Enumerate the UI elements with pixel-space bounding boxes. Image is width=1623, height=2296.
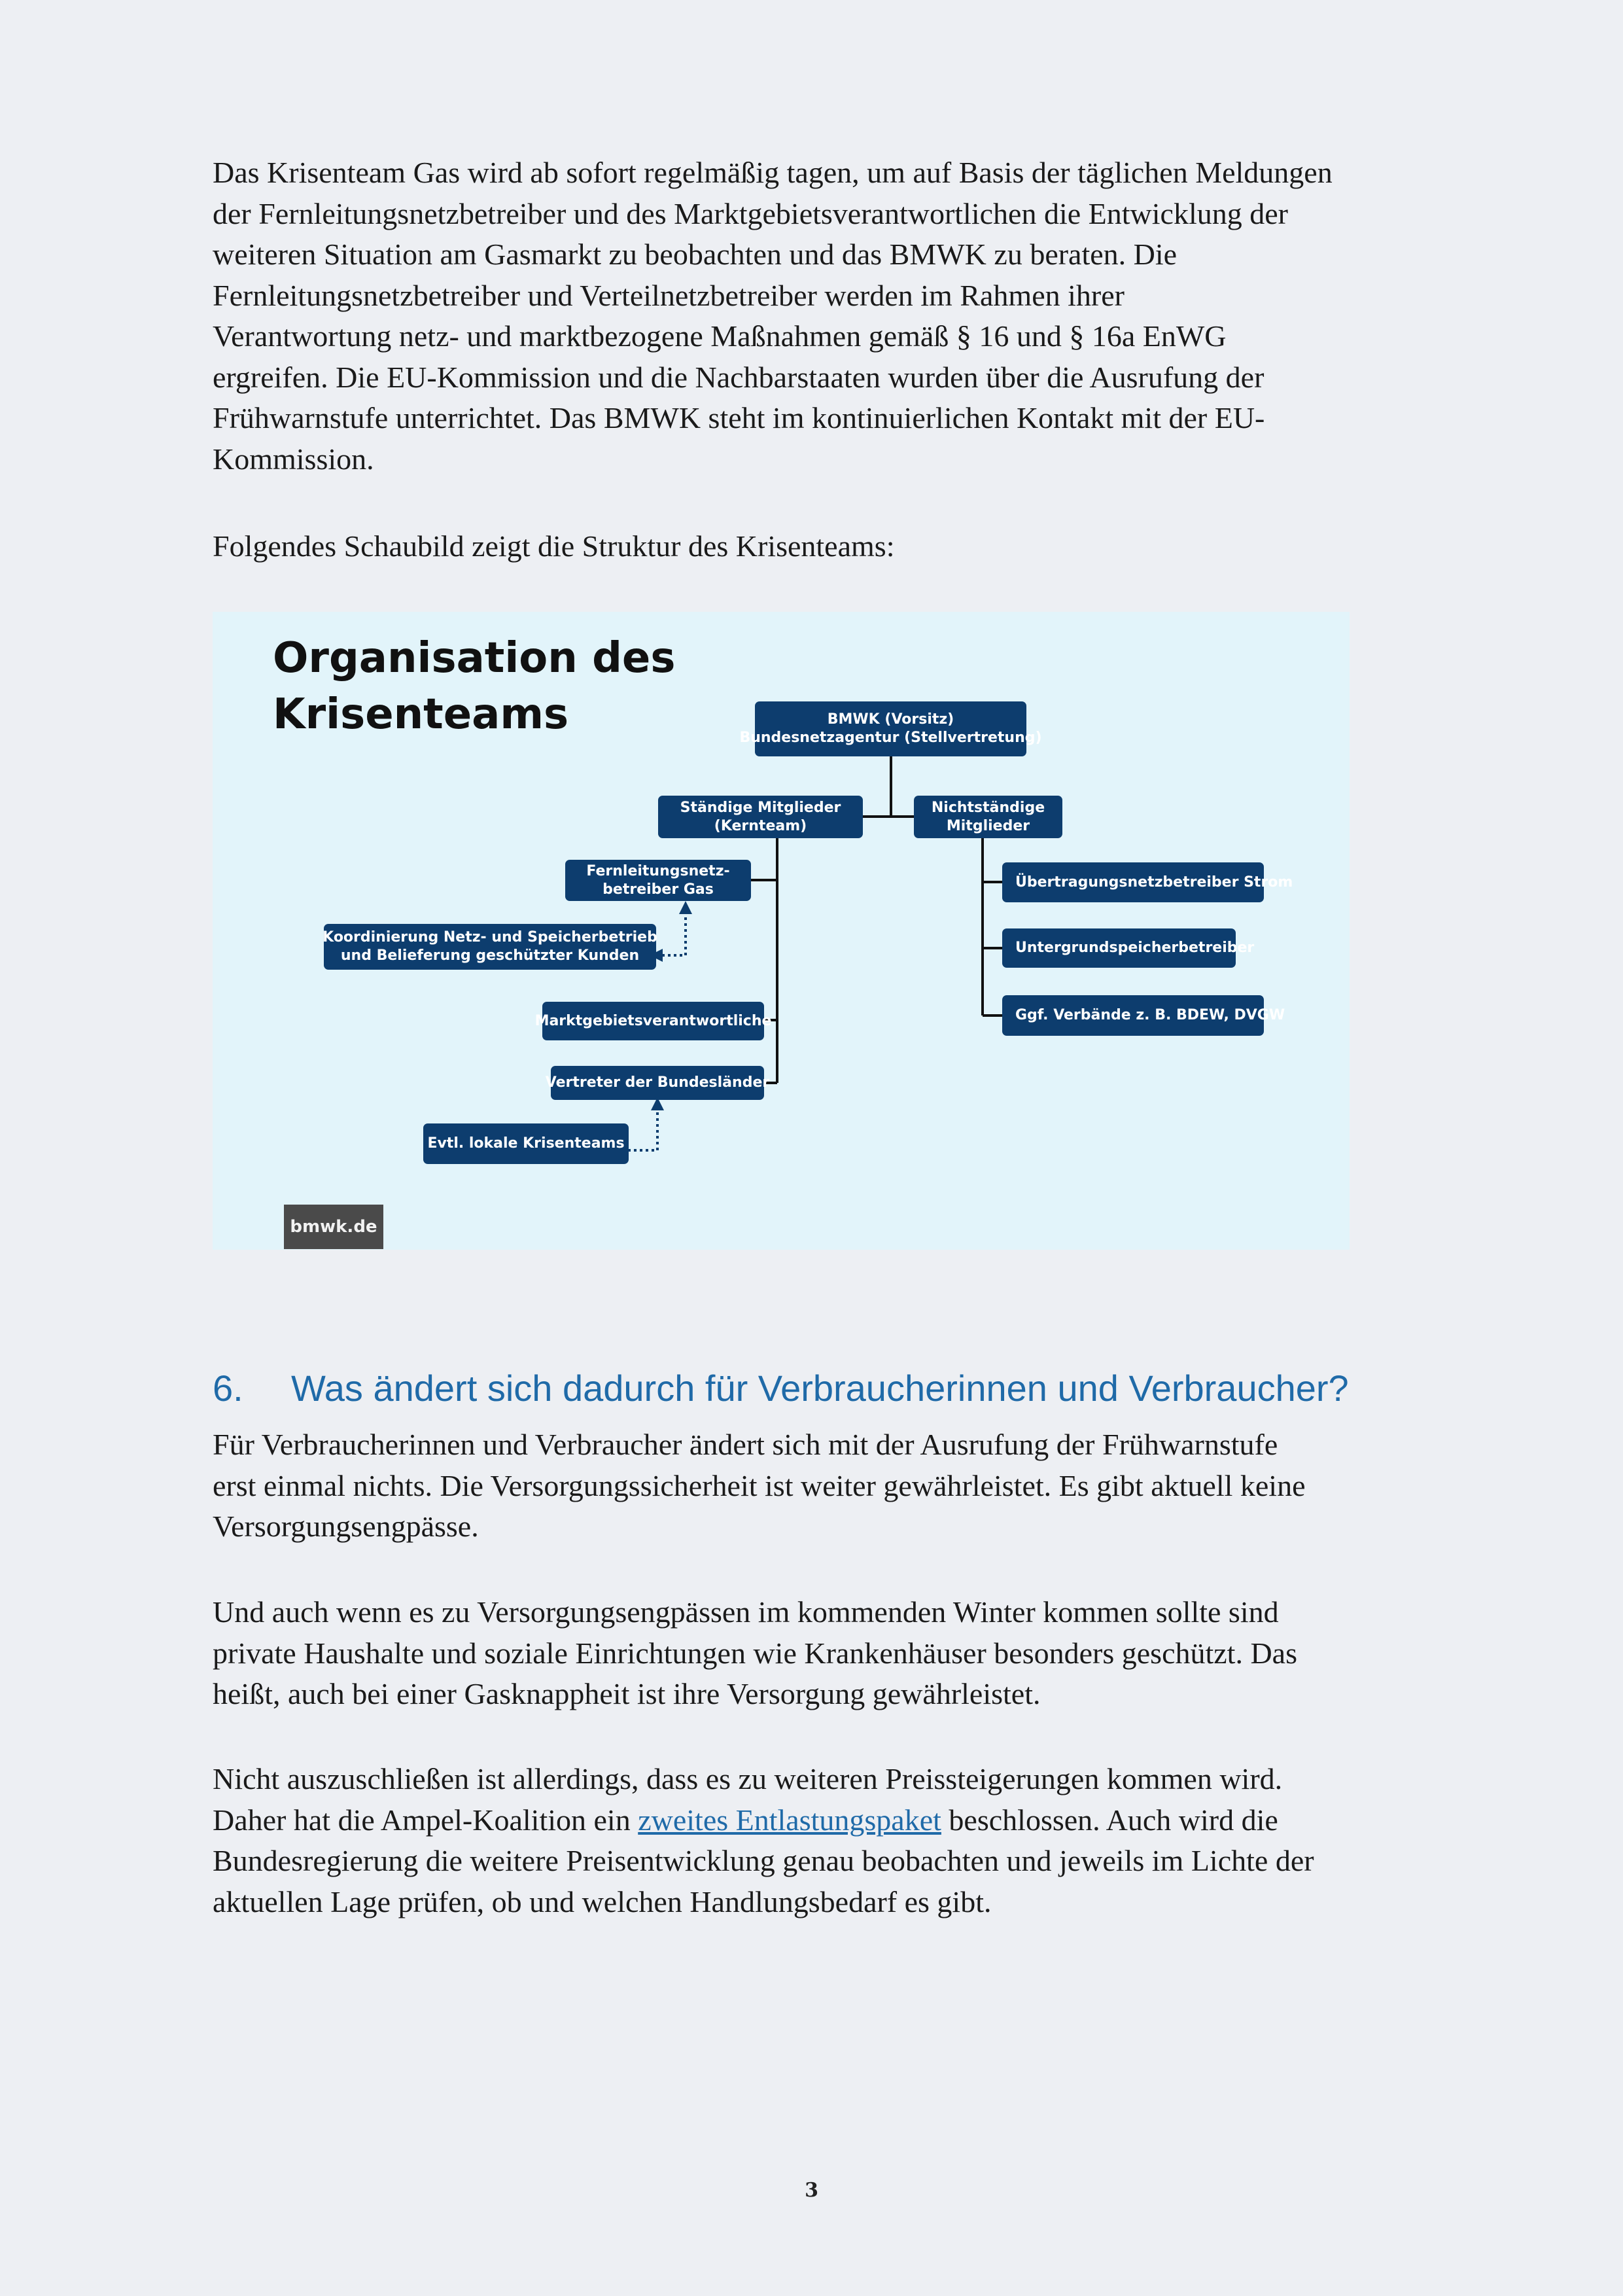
section-title: Was ändert sich dadurch für Verbraucherinnen und Verbraucher? — [291, 1368, 1349, 1409]
text-line: ergreifen. Die EU-Kommission und die Nachbarstaaten wurden über die Ausrufung der — [213, 360, 1265, 394]
box-label: Vertreter der Bundesländer — [545, 1074, 770, 1091]
text-line: Kommission. — [213, 442, 374, 476]
box-uebertragungsnetzbetreiber — [1002, 862, 1293, 902]
box-label: Fernleitungsnetz- — [586, 862, 730, 879]
section-heading — [213, 1362, 1349, 1415]
paragraph-preissteigerungen — [213, 1759, 1436, 1922]
paragraph-verbraucher — [213, 1424, 1436, 1547]
box-label: Übertragungsnetzbetreiber Strom — [1015, 874, 1293, 891]
text-line: erst einmal nichts. Die Versorgungssicherheit ist weiter gewährleistet. Es gibt aktuell keine — [213, 1468, 1306, 1502]
text-line: private Haushalte und soziale Einrichtungen wie Krankenhäuser besonders geschützt. Das — [213, 1636, 1297, 1670]
entlastungspaket-link[interactable]: zweites Entlastungspaket — [638, 1803, 941, 1837]
text-line: Versorgungsengpässe. — [213, 1510, 479, 1543]
box-fernleitungsnetzbetreiber — [565, 860, 751, 901]
box-label: Marktgebietsverantwortliche — [534, 1012, 772, 1029]
box-marktgebietsverantwortliche — [534, 1002, 772, 1040]
paragraph-versorgungsengpaesse — [213, 1592, 1436, 1715]
box-label: und Belieferung geschützter Kunden — [340, 947, 640, 964]
figure-title-line: Krisenteams — [273, 690, 569, 739]
box-bmwk-vorsitz — [739, 701, 1042, 756]
text-line — [213, 1800, 1436, 1841]
source-label: bmwk.de — [284, 1205, 383, 1249]
text-line: weiteren Situation am Gasmarkt zu beobachten und das BMWK zu beraten. Die — [213, 238, 1178, 271]
organisation-chart-figure — [213, 612, 1350, 1250]
box-untergrundspeicherbetreiber — [1002, 928, 1255, 968]
text-line: Fernleitungsnetzbetreiber und Verteilnetzbetreiber werden im Rahmen ihrer — [213, 278, 1125, 312]
text-line: Frühwarnstufe unterrichtet. Das BMWK steht im kontinuierlichen Kontakt mit der EU- — [213, 401, 1265, 434]
text-line: Nicht auszuschließen ist allerdings, dass es zu weiteren Preissteigerungen kommen wird. — [213, 1762, 1283, 1795]
text-line: heißt, auch bei einer Gasknappheit ist ihre Versorgung gewährleistet. — [213, 1677, 1041, 1710]
text-line: Folgendes Schaubild zeigt die Struktur des Krisenteams: — [213, 529, 895, 563]
dotted-arrow — [628, 1104, 657, 1150]
box-lokale-krisenteams — [423, 1123, 629, 1164]
section-number: 6. — [213, 1368, 243, 1409]
text-line: Das Krisenteam Gas wird ab sofort regelmäßig tagen, um auf Basis der täglichen Meldungen — [213, 156, 1333, 189]
box-label: betreiber Gas — [602, 881, 714, 898]
box-label: Koordinierung Netz- und Speicherbetrieb — [323, 929, 657, 945]
box-nichtstaendige-mitglieder — [914, 796, 1062, 838]
box-label: Nichtständige — [931, 799, 1045, 816]
page-number: 3 — [805, 2179, 818, 2202]
text-line: Und auch wenn es zu Versorgungsengpässen im kommenden Winter kommen sollte sind — [213, 1595, 1279, 1629]
box-staendige-mitglieder — [658, 796, 863, 838]
text-fragment: beschlossen. Auch wird die — [941, 1803, 1278, 1837]
text-line: Verantwortung netz- und marktbezogene Maßnahmen gemäß § 16 und § 16a EnWG — [213, 319, 1227, 353]
figure-title-line: Organisation des — [273, 634, 676, 682]
paragraph-schaubild-intro — [213, 526, 1436, 567]
box-label: Bundesnetzagentur (Stellvertretung) — [739, 730, 1042, 746]
text-fragment: Daher hat die Ampel-Koalition ein — [213, 1803, 638, 1837]
box-label: Mitglieder — [946, 817, 1030, 834]
box-label: Untergrundspeicherbetreiber — [1015, 940, 1255, 956]
text-line: Für Verbraucherinnen und Verbraucher ändert sich mit der Ausrufung der Frühwarnstufe — [213, 1428, 1278, 1461]
box-label: BMWK (Vorsitz) — [827, 711, 954, 728]
text-line: Bundesregierung die weitere Preisentwicklung genau beobachten und jeweils im Lichte der — [213, 1844, 1314, 1877]
box-label: Ggf. Verbände z. B. BDEW, DVGW — [1015, 1007, 1285, 1023]
box-verbaende — [1002, 995, 1285, 1036]
box-label: Ständige Mitglieder — [680, 799, 841, 816]
box-label: (Kernteam) — [714, 817, 807, 834]
box-vertreter-bundeslaender — [545, 1066, 770, 1100]
paragraph-krisenteam — [213, 152, 1436, 480]
box-label: Evtl. lokale Krisenteams — [427, 1135, 625, 1152]
box-koordinierung — [324, 924, 656, 970]
text-line: der Fernleitungsnetzbetreiber und des Marktgebietsverantwortlichen die Entwicklung der — [213, 196, 1288, 230]
dotted-arrow — [662, 908, 686, 955]
text-line: aktuellen Lage prüfen, ob und welchen Handlungsbedarf es gibt. — [213, 1884, 992, 1918]
